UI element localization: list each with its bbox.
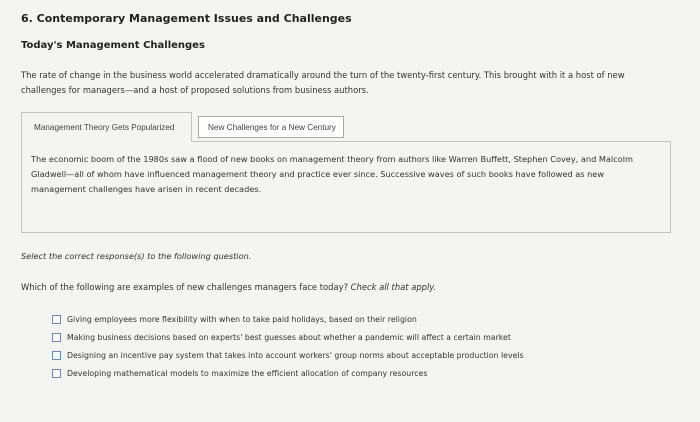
- option-label: Making business decisions based on experts' best guesses about whether a pandemic will affect a certain market: [67, 332, 511, 342]
- option-3[interactable]: [52, 346, 672, 364]
- question-prompt: [21, 282, 436, 292]
- question-text: Which of the following are examples of new challenges managers face today?: [21, 282, 351, 292]
- question-hint: Check all that apply.: [350, 282, 437, 292]
- instruction-text: Select the correct response(s) to the following question.: [21, 251, 252, 261]
- checkbox-icon[interactable]: [52, 369, 61, 378]
- option-2[interactable]: [52, 328, 672, 346]
- option-label: Designing an incentive pay system that takes into account workers' group norms about acceptable production levels: [67, 350, 524, 360]
- tab-panel: [21, 141, 671, 233]
- checkbox-icon[interactable]: [52, 333, 61, 342]
- section-title: Today's Management Challenges: [21, 40, 205, 51]
- tab-panel-text: The economic boom of the 1980s saw a flood of new books on management theory from authors like Warren Buffett, Stephen Covey, and Malcolm Gladwell—all of whom have influenced management theory and practice ever since. Successive waves of such books have followed as new management challenges have arisen in recent decades.: [31, 154, 634, 194]
- option-1[interactable]: [52, 310, 672, 328]
- option-label: Developing mathematical models to maximize the efficient allocation of company resources: [67, 368, 428, 378]
- checkbox-icon[interactable]: [52, 315, 61, 324]
- option-label: Giving employees more flexibility with when to take paid holidays, based on their religion: [67, 314, 417, 324]
- intro-text: The rate of change in the business world accelerated dramatically around the turn of the twenty-first century. This brought with it a host of new challenges for managers—and a host of proposed solutions from business authors.: [21, 70, 625, 95]
- checkbox-icon[interactable]: [52, 351, 61, 360]
- option-4[interactable]: [52, 364, 672, 382]
- tab-bar: [21, 112, 671, 142]
- answer-options: [52, 310, 672, 382]
- tab-management-theory[interactable]: Management Theory Gets Popularized: [21, 112, 192, 142]
- question-title: 6. Contemporary Management Issues and Challenges: [21, 12, 352, 25]
- tab-new-challenges[interactable]: New Challenges for a New Century: [198, 116, 344, 138]
